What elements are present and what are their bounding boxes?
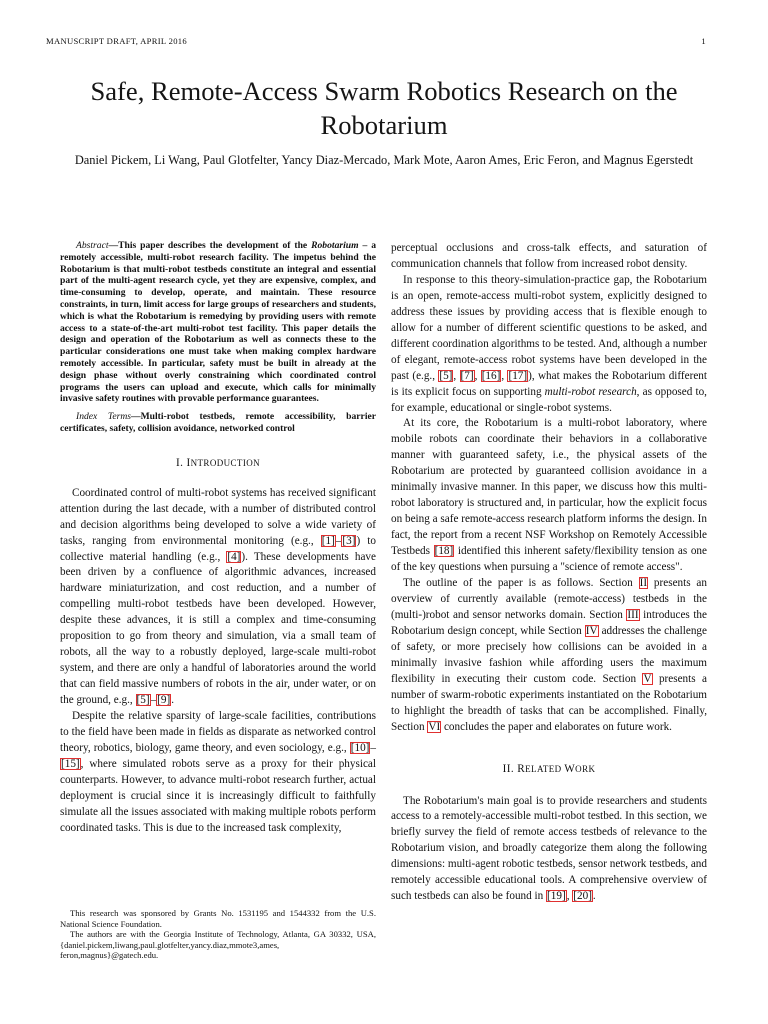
citation-link[interactable]: [4] (227, 550, 241, 563)
right-paragraph-outline (391, 576, 707, 736)
index-terms-label: Index Terms (76, 411, 131, 423)
text-run: introduces the Robotarium design concept, while Section (391, 608, 707, 637)
text-run: – (370, 741, 376, 754)
section-link[interactable]: II (639, 577, 648, 590)
paper-title: Safe, Remote-Access Swarm Robotics Research on the Robotarium (90, 76, 678, 140)
related-paragraph-1 (391, 794, 707, 906)
index-terms-dash: — (131, 411, 141, 423)
section-title-initial: W (564, 762, 576, 775)
citation-link[interactable]: [9] (157, 694, 171, 707)
abstract-text-a: This paper describes the development of the (118, 240, 312, 251)
citation-link[interactable]: [3] (342, 534, 356, 547)
text-run: ) to collective material handling (e.g., (60, 534, 376, 563)
abstract (60, 240, 376, 405)
right-paragraph-continued: perceptual occlusions and cross-talk effects, and saturation of communication channels that follow from increased robot density. (391, 242, 707, 270)
section-link[interactable]: III (627, 608, 639, 621)
intro-paragraph-1 (60, 486, 376, 709)
citation-link[interactable]: [15] (61, 757, 80, 770)
text-run: , (566, 890, 573, 903)
section-title-rest: ELATED (525, 763, 565, 774)
text-run: – (150, 694, 157, 707)
citation-link[interactable]: [10] (350, 741, 370, 754)
citation-link[interactable]: [20] (573, 890, 592, 903)
text-run: , (453, 369, 460, 382)
citation-link[interactable]: [16] (481, 369, 501, 382)
citation-link[interactable]: [17] (508, 369, 528, 382)
section-title-rest: NTRODUCTION (190, 457, 261, 468)
citation-link[interactable]: [5] (439, 369, 453, 382)
text-run: , where simulated robots serve as a proxy for their physical counterparts. However, to advance multi-robot research further, actual deployment is crucial since it is increasingly difficult to faithfully simulate all the issues associated with making multiple robots perform coordinated tasks. This is due to the increased task complexity, (60, 757, 376, 834)
section-link[interactable]: V (643, 672, 652, 685)
text-run: . (592, 890, 596, 903)
intro-paragraph-2 (60, 709, 376, 837)
abstract-dash: — (108, 240, 119, 251)
text-run: , (474, 369, 481, 382)
section-title-initial: I (186, 456, 191, 469)
citation-link[interactable]: [19] (547, 890, 566, 903)
section-heading-related-work (391, 762, 707, 778)
citation-link[interactable]: [18] (434, 545, 454, 558)
text-run: In response to this theory-simulation-practice gap, the Robotarium is an open, remote-access multi-robot system, explicitly designed to address these issues by providing access that is flexible enough to allow for a number of different scientific questions to be asked, and different coordination algorithms to be tested. And, although a number of elegant, remote-access robot systems have been developed in the past (e.g., (391, 273, 707, 382)
citation-link[interactable]: [5] (136, 694, 150, 707)
text-run: At its core, the Robotarium is a multi-robot laboratory, where mobile robots can coordinate their behaviors in a collaborative manner with guaranteed safety, i.e., the physical assets of the Robotarium are protected by guaranteed collision avoidance in a minimally invasive manner. In this paper, we discuss how this multi-robot laboratory is structured and, in particular, how the explicit focus on being a safe remote-access research platform informs the design. In fact, the report from a recent NSF Workshop on Remotely Accessible Testbeds (391, 417, 707, 558)
section-numeral: I. (175, 456, 187, 469)
footnote-funding: This research was sponsored by Grants No. 1531195 and 1544332 from the U.S. National Science Foundation. (60, 908, 376, 929)
text-run: addresses the challenge of safety, or more precisely how collisions can be avoided in a minimally invasive fashion while affording users the maximum flexibility in executing their custom code. Section (391, 624, 707, 685)
section-title-initial: R (517, 762, 526, 775)
running-header (46, 36, 706, 50)
text-run: presents a number of swarm-robotic experiments instantiated on the Robotarium to highlight the breadth of tasks that can be accomplished. Finally, Section (391, 672, 707, 733)
text-run: identified this inherent safety/flexibility tension as one of the key questions when pursuing a "science of remote access". (391, 545, 707, 574)
text-run: Despite the relative sparsity of large-scale facilities, contributions to the field have been made in fields as disparate as networked control theory, robotics, biology, game theory, and even sociology, e.g., (60, 710, 376, 754)
section-link[interactable]: IV (585, 624, 598, 637)
section-title-rest: ORK (575, 763, 596, 774)
abstract-text-b: – a remotely accessible, multi-robot research facility. The impetus behind the Robotarium is that multi-robot testbeds constitute an integral and essential part of the multi-agent research cycle, yet they are expensive, complex, and time-consuming to develop, operate, and maintain. These resource constraints, in turn, limit access for large groups of researchers and students, which is what the Robotarium is remedying by providing users with remote access to a state-of-the-art multi-robot test facility. This paper details the design and operation of the Robotarium as well as connects these to the particular considerations one must take when making complex hardware remotely accessible. In particular, safety must be built in already at the design phase without overly constraining which coordinated control programs the users can upload and execute, which calls for minimally invasive safety routines with provable performance guarantees. (60, 240, 376, 405)
text-run: . (171, 694, 174, 707)
right-paragraph-3 (391, 416, 707, 576)
text-run: , as opposed to, for example, educational or single-robot systems. (391, 385, 707, 414)
header-journal-label: MANUSCRIPT DRAFT, APRIL 2016 (46, 36, 187, 46)
footnote-affiliation: The authors are with the Georgia Institute of Technology, Atlanta, GA 30332, USA, {daniel.pickem,liwang,paul.glotfelter,yancy.diaz,mmote3,ames, feron,magnus}@gatech.edu. (60, 929, 376, 960)
abstract-label: Abstract (76, 240, 109, 251)
text-run: The Robotarium's main goal is to provide researchers and students access to a remotely-accessible multi-robot testbed. In this section, we briefly survey the field of remote access testbeds of relevance to the Robotarium vision, and broadly categorize them along the following dimensions: multi-agent robotic testbeds, sensor network testbeds, and remotely accessible educational tools. A comprehensive overview of such testbeds can also be found in (391, 794, 707, 903)
text-run: concludes the paper and elaborates on future work. (441, 720, 672, 733)
text-run: ), what makes the Robotarium different is its explicit focus on supporting (391, 369, 708, 398)
citation-link[interactable]: [7] (460, 369, 474, 382)
text-run: , (501, 369, 508, 382)
text-run: presents an overview of currently available (remote-access) testbeds in the (multi-)robot and sensor networks domain. Section (391, 577, 707, 621)
text-run: The outline of the paper is as follows. Section (403, 577, 639, 590)
footnote (60, 908, 376, 961)
page-number: 1 (701, 36, 706, 46)
abstract-emphasis: Robotarium (311, 240, 359, 251)
index-terms (60, 411, 376, 435)
citation-link[interactable]: [1] (321, 534, 335, 547)
text-run: – (335, 534, 342, 547)
section-heading-introduction (60, 456, 376, 472)
index-terms-text: Multi-robot testbeds, remote accessibility, barrier certificates, safety, collision avoidance, networked control (60, 411, 376, 434)
text-run: ). These developments have been driven by a confluence of algorithmic advances, increased hardware miniaturization, and cost reduction, and a number of compelling multi-robot testbeds have been developed. However, despite these advances, it is still a complex and time-consuming proposition to go from theory and simulation, via a small team of robots, all the way to a robustly deployed, large-scale multi-robot system, and there are only a handful of laboratories around the world that can field massive numbers of robots in the air, under water, or on the ground, e.g., (60, 550, 376, 707)
section-numeral: II. (502, 762, 518, 775)
right-paragraph-2 (391, 273, 707, 417)
emphasis-text: multi-robot research (544, 385, 637, 398)
section-link[interactable]: VI (428, 720, 441, 733)
right-column (391, 241, 707, 905)
author-list: Daniel Pickem, Li Wang, Paul Glotfelter, Yancy Diaz-Mercado, Mark Mote, Aaron Ames, Eric Feron, and Magnus Egerstedt (74, 153, 694, 167)
left-column (60, 240, 376, 837)
text-run: Coordinated control of multi-robot systems has received significant attention during the last decade, with a number of distributed control and decision algorithms being developed to solve a wide variety of tasks, ranging from environmental monitoring (e.g., (60, 486, 376, 547)
